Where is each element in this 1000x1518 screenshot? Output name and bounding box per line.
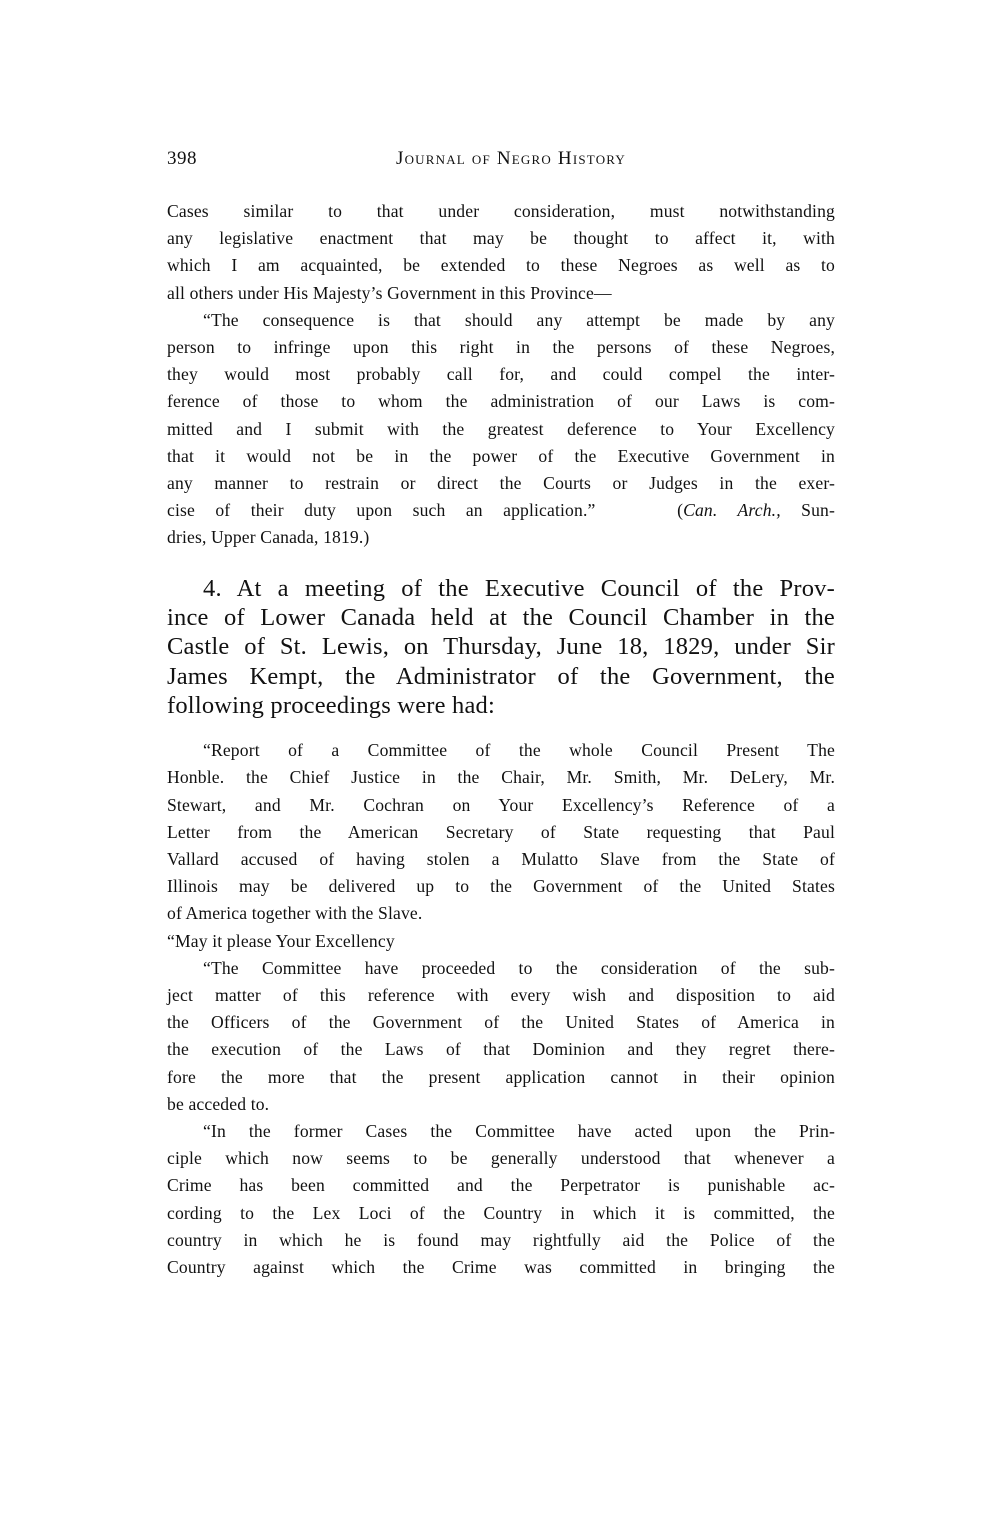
text-line: any legislative enactment that may be thought to affect it, with bbox=[167, 228, 835, 249]
text-line: cording to the Lex Loci of the Country in which it is committed, the bbox=[167, 1202, 835, 1223]
paragraph-committee bbox=[167, 955, 835, 1118]
document-page bbox=[167, 146, 835, 1281]
text-line: they would most probably call for, and could compel the inter- bbox=[167, 364, 835, 385]
text-line: that it would not be in the power of the Executive Government in bbox=[167, 445, 835, 466]
salutation: “May it please Your Excellency bbox=[167, 930, 395, 951]
paragraph-report bbox=[167, 737, 835, 955]
text-line: Vallard accused of having stolen a Mulatto Slave from the State of bbox=[167, 848, 835, 869]
text-line: ference of those to whom the administration of our Laws is com- bbox=[167, 391, 835, 412]
paragraph-letter-end bbox=[167, 198, 835, 307]
text-line: country in which he is found may rightfully aid the Police of the bbox=[167, 1229, 835, 1250]
text-line-with-citation bbox=[167, 497, 835, 524]
text-line: Stewart, and Mr. Cochran on Your Excellency’s Reference of a bbox=[167, 794, 835, 815]
text-line: Honble. the Chief Justice in the Chair, Mr. Smith, Mr. DeLery, Mr. bbox=[167, 767, 835, 788]
text-line: Illinois may be delivered up to the Government of the United States bbox=[167, 876, 835, 897]
text-line: the Officers of the Government of the United States of America in bbox=[167, 1012, 835, 1033]
text-line: following proceedings were had: bbox=[167, 691, 496, 719]
text-line: ciple which now seems to be generally understood that whenever a bbox=[167, 1148, 835, 1169]
text-line: “The consequence is that should any attempt be made by any bbox=[203, 309, 835, 330]
text-line: Country against which the Crime was committed in bringing the bbox=[167, 1256, 835, 1277]
text-line: “The Committee have proceeded to the consideration of the sub- bbox=[203, 957, 835, 978]
paragraph-former-cases bbox=[167, 1118, 835, 1281]
citation-rest: Sun- bbox=[780, 500, 835, 521]
text-line: ince of Lower Canada held at the Council Chamber in the bbox=[167, 603, 835, 631]
text-line: mitted and I submit with the greatest deference to Your Excellency bbox=[167, 418, 835, 439]
text-line: the execution of the Laws of that Dominion and they regret there- bbox=[167, 1039, 835, 1060]
text-line: Cases similar to that under consideration, must notwithstanding bbox=[167, 201, 835, 221]
paragraph-consequence bbox=[167, 307, 835, 552]
text-line: of America together with the Slave. bbox=[167, 903, 423, 924]
text-line: fore the more that the present application cannot in their opinion bbox=[167, 1066, 835, 1087]
text-line: which I am acquainted, be extended to these Negroes as well as to bbox=[167, 255, 835, 276]
text-line: person to infringe upon this right in the persons of these Negroes, bbox=[167, 337, 835, 358]
citation-open: ( bbox=[677, 500, 684, 521]
text-line: 4. At a meeting of the Executive Council of the Prov- bbox=[203, 574, 835, 602]
text-line: dries, Upper Canada, 1819.) bbox=[167, 527, 370, 548]
paragraph-section-4 bbox=[167, 574, 835, 720]
citation-source: Can. Arch., bbox=[683, 500, 781, 521]
text-line: “In the former Cases the Committee have acted upon the Prin- bbox=[203, 1120, 835, 1141]
running-head bbox=[167, 146, 835, 172]
text-line: James Kempt, the Administrator of the Government, the bbox=[167, 662, 835, 690]
text-line: Castle of St. Lewis, on Thursday, June 18, 1829, under Sir bbox=[167, 633, 835, 661]
text-line: Letter from the American Secretary of State requesting that Paul bbox=[167, 821, 835, 842]
text-line: any manner to restrain or direct the Courts or Judges in the exer- bbox=[167, 473, 835, 494]
page-number: 398 bbox=[167, 148, 197, 169]
text-line: Crime has been committed and the Perpetrator is punishable ac- bbox=[167, 1175, 835, 1196]
text-line: “Report of a Committee of the whole Council Present The bbox=[203, 740, 835, 761]
text-line: all others under His Majesty’s Government in this Province— bbox=[167, 282, 612, 303]
quote-text: cise of their duty upon such an application.” bbox=[167, 500, 596, 521]
journal-title: Journal of Negro History bbox=[395, 148, 627, 169]
text-line: ject matter of this reference with every wish and disposition to aid bbox=[167, 984, 835, 1005]
text-line: be acceded to. bbox=[167, 1093, 270, 1114]
